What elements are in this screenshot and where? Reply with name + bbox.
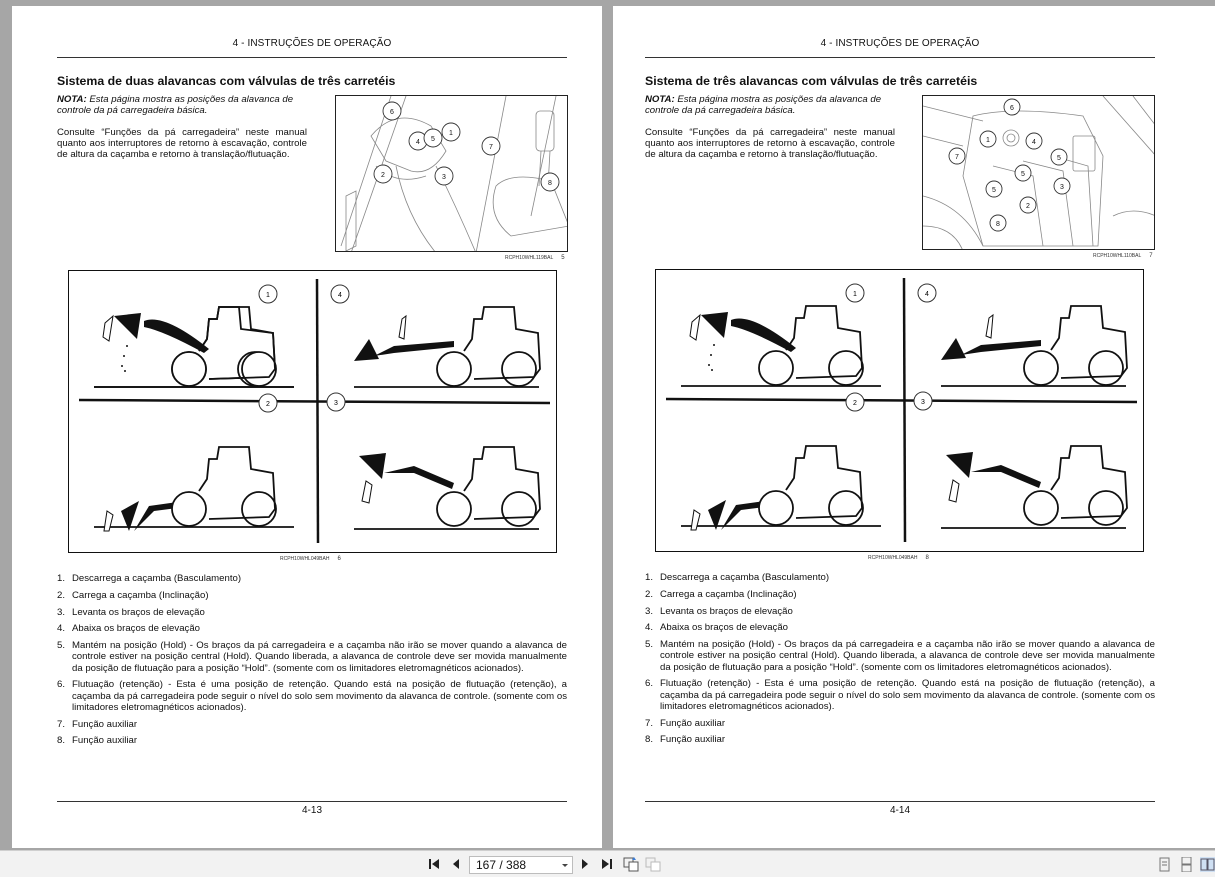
list-item: 3. Levanta os braços de elevação <box>57 606 205 618</box>
svg-text:5: 5 <box>1057 155 1061 162</box>
section-title: Sistema de três alavancas com válvulas de três carretéis <box>645 74 978 88</box>
list-item: 4. Abaixa os braços de elevação <box>645 622 788 634</box>
consult-paragraph: Consulte “Funções da pá carregadeira” neste manual quanto aos interruptores de retorno à escavação, controle de altura da caçamba e retorno à translação/flutuação. <box>645 127 895 160</box>
diagram-caption: RCPH10WHL049BAH 6 <box>280 556 341 562</box>
svg-text:1: 1 <box>266 292 270 299</box>
page-header: 4 - INSTRUÇÕES DE OPERAÇÃO <box>232 38 392 49</box>
continuous-view-icon <box>1179 857 1194 872</box>
list-item: 2. Carrega a caçamba (Inclinação) <box>57 589 209 601</box>
list-item: 6. Flutuação (retenção) - Esta é uma posição de retenção. Quando está na posição de flutuação (retenção), a caçamba da pá carregadeira pode seguir o nível do solo sem movimento da alavanca de controle. (somente com os limitadores eletromagnéticos acionados). <box>57 679 567 713</box>
svg-text:3: 3 <box>442 174 446 181</box>
two-lever-control-photo <box>335 95 568 252</box>
photo-caption: RCPH10WHL110BAL 7 <box>1093 253 1153 259</box>
list-item: 7. Função auxiliar <box>645 717 726 729</box>
note-label: NOTA: <box>645 94 675 105</box>
loader-positions-diagram <box>68 270 557 553</box>
svg-text:8: 8 <box>996 221 1000 228</box>
note-label: NOTA: <box>57 94 87 105</box>
list-item: 3. Levanta os braços de elevação <box>645 605 793 617</box>
list-item: 5. Mantém na posição (Hold) - Os braços da pá carregadeira e a caçamba não irão se mover quando a alavanca de controle estiver na posição central (Hold). Quando liberada, a alavanca de controle deve ser movida manualmente da posição de flutuação para a posição “Hold”. (somente com os limitadores eletromagnéticos acionados). <box>645 639 1155 673</box>
note-text: Esta página mostra as posições da alavanca de controle da pá carregadeira básica. <box>645 94 882 116</box>
diagram-caption: RCPH10WHL049BAH 8 <box>868 555 929 561</box>
loader-positions-diagram <box>655 269 1144 552</box>
three-lever-control-photo <box>922 95 1155 250</box>
continuous-view-button[interactable] <box>1179 857 1194 872</box>
svg-text:4: 4 <box>416 139 420 146</box>
dropdown-caret-icon[interactable] <box>562 864 568 867</box>
list-item: 4. Abaixa os braços de elevação <box>57 623 200 635</box>
svg-text:1: 1 <box>853 291 857 298</box>
single-page-view-button[interactable] <box>1157 857 1172 872</box>
note-paragraph <box>645 94 895 116</box>
svg-text:1: 1 <box>986 137 990 144</box>
list-item: 2. Carrega a caçamba (Inclinação) <box>645 588 797 600</box>
list-item: 5. Mantém na posição (Hold) - Os braços da pá carregadeira e a caçamba não irão se mover quando a alavanca de controle estiver na posição central (Hold). Quando liberada, a alavanca de controle deve ser movida manualmente da posição de flutuação para a posição “Hold”. (somente com os limitadores eletromagnéticos acionados). <box>57 640 567 674</box>
previous-view-button[interactable] <box>623 856 639 872</box>
svg-text:5: 5 <box>1021 171 1025 178</box>
svg-text:7: 7 <box>489 144 493 151</box>
svg-text:4: 4 <box>925 291 929 298</box>
svg-text:5: 5 <box>431 136 435 143</box>
loader-positions-illustration <box>69 271 556 552</box>
figure-number: 6 <box>337 556 341 562</box>
svg-text:2: 2 <box>1026 203 1030 210</box>
page-4-13 <box>12 6 602 848</box>
three-lever-illustration <box>923 96 1155 250</box>
two-lever-illustration <box>336 96 568 252</box>
next-page-button[interactable] <box>577 856 593 872</box>
svg-text:3: 3 <box>334 400 338 407</box>
consult-paragraph: Consulte “Funções da pá carregadeira” neste manual quanto aos interruptores de retorno à escavação, controle de altura da caçamba e retorno à translação/flutuação. <box>57 127 307 160</box>
navigation-toolbar <box>0 850 1215 877</box>
photo-caption: RCPH10WHL119BAL 5 <box>505 255 565 261</box>
footer-divider <box>57 801 567 802</box>
svg-text:7: 7 <box>955 154 959 161</box>
figure-number: 5 <box>561 255 565 261</box>
list-item: 1. Descarrega a caçamba (Basculamento) <box>57 573 242 584</box>
list-item: 6. Flutuação (retenção) - Esta é uma posição de retenção. Quando está na posição de flutuação (retenção), a caçamba da pá carregadeira pode seguir o nível do solo sem movimento da alavanca de controle. (somente com os limitadores eletromagnéticos acionados). <box>645 678 1155 712</box>
list-item: 8. Função auxiliar <box>57 735 138 747</box>
svg-text:8: 8 <box>548 180 552 187</box>
first-page-icon <box>428 858 440 870</box>
svg-text:5: 5 <box>992 187 996 194</box>
figure-number: 8 <box>925 555 929 561</box>
svg-text:3: 3 <box>1060 184 1064 191</box>
note-paragraph <box>57 94 307 116</box>
figure-number: 7 <box>1149 253 1153 259</box>
footer-divider <box>645 801 1155 802</box>
photo-callouts <box>381 109 552 187</box>
svg-text:2: 2 <box>853 400 857 407</box>
function-list <box>645 572 1155 751</box>
list-item: 7. Função auxiliar <box>57 718 138 730</box>
next-view-button[interactable] <box>645 856 661 872</box>
svg-text:6: 6 <box>1010 105 1014 112</box>
list-item: 8. Função auxiliar <box>645 734 726 746</box>
two-page-view-icon <box>1200 857 1215 872</box>
page-4-14 <box>613 6 1215 848</box>
page-number: 4-14 <box>889 805 910 816</box>
svg-text:4: 4 <box>1032 139 1036 146</box>
function-list <box>57 573 567 752</box>
loader-positions-illustration <box>656 270 1143 551</box>
header-divider <box>57 57 567 58</box>
page-header: 4 - INSTRUÇÕES DE OPERAÇÃO <box>820 38 980 49</box>
page-number-field[interactable] <box>469 856 573 874</box>
list-item: 1. Descarrega a caçamba (Basculamento) <box>645 572 830 583</box>
page-number: 4-13 <box>301 805 322 816</box>
page-number-value: 167 / 388 <box>476 858 527 872</box>
header-divider <box>645 57 1155 58</box>
svg-text:3: 3 <box>921 399 925 406</box>
next-view-icon <box>645 856 661 872</box>
two-page-view-button[interactable] <box>1200 857 1215 872</box>
last-page-button[interactable] <box>599 856 615 872</box>
svg-text:1: 1 <box>449 130 453 137</box>
previous-page-icon <box>451 858 461 870</box>
section-title: Sistema de duas alavancas com válvulas de três carretéis <box>57 74 396 88</box>
single-page-view-icon <box>1157 857 1172 872</box>
svg-text:2: 2 <box>381 172 385 179</box>
previous-page-button[interactable] <box>448 856 464 872</box>
svg-text:6: 6 <box>390 109 394 116</box>
previous-view-icon <box>623 856 639 872</box>
last-page-icon <box>601 858 613 870</box>
note-text: Esta página mostra as posições da alavanca de controle da pá carregadeira básica. <box>57 94 294 116</box>
next-page-icon <box>580 858 590 870</box>
first-page-button[interactable] <box>426 856 442 872</box>
svg-text:2: 2 <box>266 401 270 408</box>
svg-text:4: 4 <box>338 292 342 299</box>
